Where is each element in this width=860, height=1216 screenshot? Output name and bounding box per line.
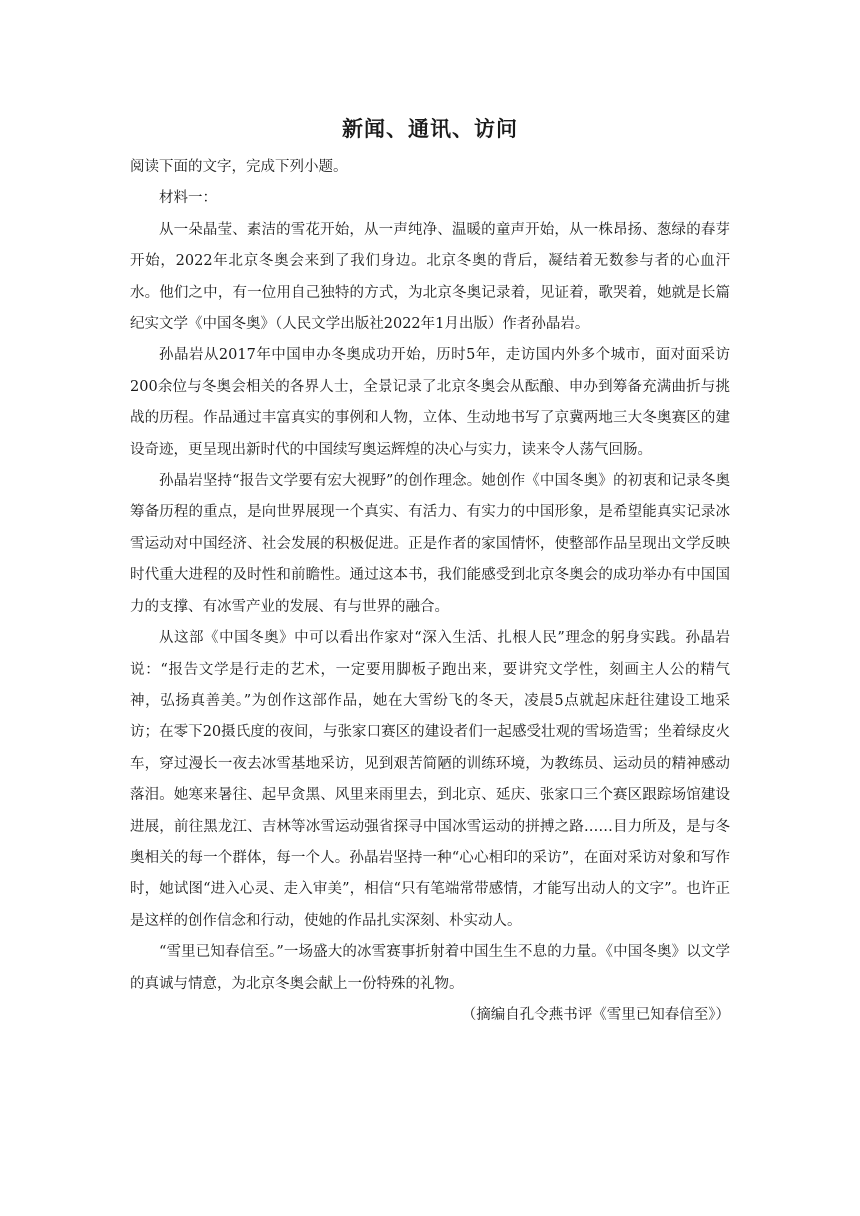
source-citation: （摘编自孔令燕书评《雪里已知春信至》） [461, 1006, 730, 1023]
document-body [130, 152, 730, 1031]
instruction-text: 阅读下面的文字，完成下列小题。 [130, 159, 348, 175]
document-title: 新闻、通讯、访问 [342, 117, 518, 141]
paragraph-1: 从一朵晶莹、素洁的雪花开始，从一声纯净、温暖的童声开始，从一株昂扬、葱绿的春芽开始，2022年北京冬奥会来到了我们身边。北京冬奥的背后，凝结着无数参与者的心血汗水。他们之中，有一位用自己独特的方式，为北京冬奥记录着，见证着，歌哭着，她就是长篇纪实文学《中国冬奥》（人民文学出版社2022年1月出版）作者孙晶岩。 [130, 221, 730, 333]
paragraph-4: 从这部《中国冬奥》中可以看出作家对“深入生活、扎根人民”理念的躬身实践。孙晶岩说：“报告文学是行走的艺术，一定要用脚板子跑出来，要讲究文学性，刻画主人公的精气神，弘扬真善美。”为创作这部作品，她在大雪纷飞的冬天，凌晨5点就起床赶往建设工地采访；在零下20摄氏度的夜间，与张家口赛区的建设者们一起感受壮观的雪场造雪；坐着绿皮火车，穿过漫长一夜去冰雪基地采访，见到艰苦简陋的训练环境，为教练员、运动员的精神感动落泪。她寒来暑往、起早贪黑、风里来雨里去，到北京、延庆、张家口三个赛区跟踪场馆建设进展，前往黑龙江、吉林等冰雪运动强省探寻中国冰雪运动的拼搏之路……目力所及，是与冬奥相关的每一个群体，每一个人。孙晶岩坚持一种“心心相印的采访”，在面对采访对象和写作时，她试图“进入心灵、走入审美”，相信“只有笔端常带感情，才能写出动人的文字”。也许正是这样的创作信念和行动，使她的作品扎实深刻、朴实动人。 [130, 630, 730, 929]
material-label: 材料一： [159, 190, 217, 207]
paragraph-3: 孙晶岩坚持“报告文学要有宏大视野”的创作理念。她创作《中国冬奥》的初衷和记录冬奥筹备历程的重点，是向世界展现一个真实、有活力、有实力的中国形象，是希望能真实记录冰雪运动对中国经济、社会发展的积极促进。正是作者的家国情怀，使整部作品呈现出文学反映时代重大进程的及时性和前瞻性。通过这本书，我们能感受到北京冬奥会的成功举办有中国国力的支撑、有冰雪产业的发展、有与世界的融合。 [130, 473, 730, 615]
paragraph-2: 孙晶岩从2017年中国申办冬奥成功开始，历时5年，走访国内外多个城市，面对面采访200余位与冬奥会相关的各界人士，全景记录了北京冬奥会从酝酿、申办到筹备充满曲折与挑战的历程。作品通过丰富真实的事例和人物，立体、生动地书写了京冀两地三大冬奥赛区的建设奇迹，更呈现出新时代的中国续写奥运辉煌的决心与实力，读来令人荡气回肠。 [130, 347, 730, 458]
paragraph-5: “雪里已知春信至。”一场盛大的冰雪赛事折射着中国生生不息的力量。《中国冬奥》以文学的真诚与情意，为北京冬奥会献上一份特殊的礼物。 [130, 944, 730, 992]
